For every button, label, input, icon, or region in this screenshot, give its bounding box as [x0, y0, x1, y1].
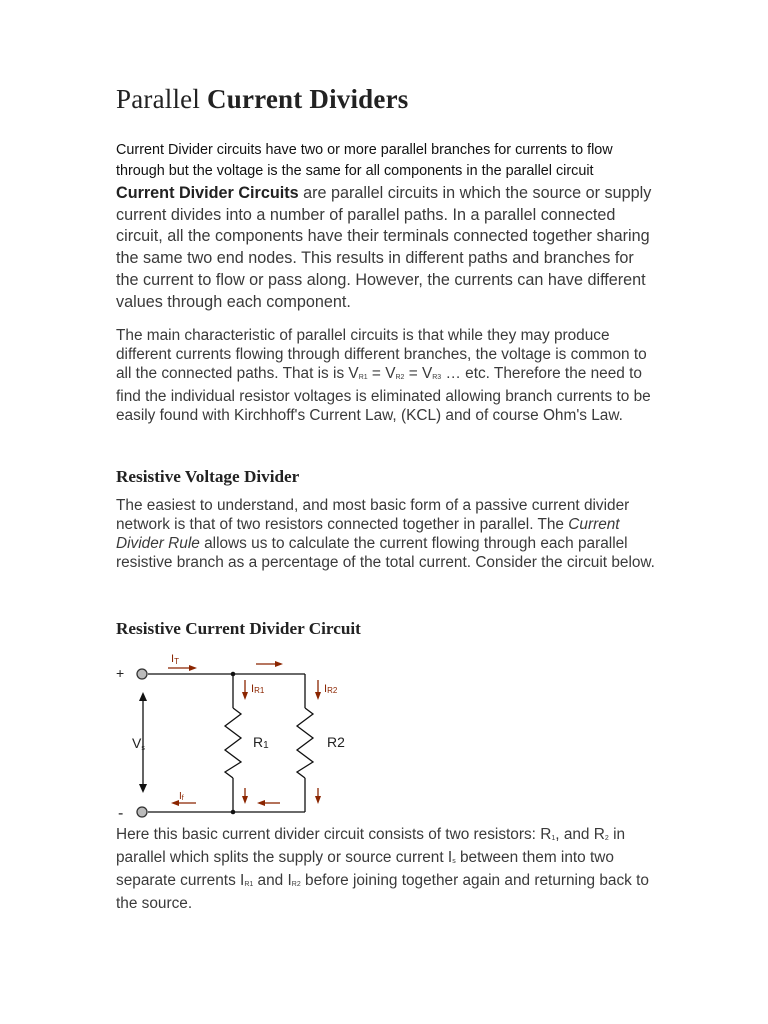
minus-label: - [118, 805, 124, 822]
title-normal: Parallel [116, 84, 201, 114]
subscript-2: 2 [604, 835, 609, 842]
subscript-r2: R2 [395, 374, 405, 382]
ir2-down-arrow-icon [315, 680, 321, 700]
paragraph-4-text-b: , and R [555, 826, 605, 843]
intro-line-2: through but the voltage is the same for all components in the parallel circuit [116, 163, 594, 179]
paragraph-4-text-a: Here this basic current divider circuit consists of two resistors: R [116, 826, 552, 843]
paragraph-1-text: are parallel circuits in which the source or supply current divides into a number of parallel paths. In a parallel connected circuit, all the components have their terminals connected together sharing the same two end nodes. This results in different paths and branches for the current to flow or pass along. However, the currents can have different values through each component. [116, 184, 652, 311]
bottom-junction [231, 810, 236, 815]
heading-resistive-voltage-divider: Resistive Voltage Divider [116, 467, 300, 486]
paragraph-3-italic: Current Divider Rule [116, 516, 620, 553]
bottom-left-arrow-icon [257, 800, 280, 806]
ir2-label: IR2 [324, 683, 338, 695]
r2-label: R2 [327, 734, 345, 750]
top-right-arrow-icon [256, 661, 283, 667]
paragraph-3 [116, 496, 656, 572]
vs-label: Vs [132, 735, 145, 752]
paragraph-2-text-c: = V [404, 365, 433, 383]
resistor-r2 [297, 708, 313, 778]
heading-resistive-current-divider-circuit: Resistive Current Divider Circuit [116, 619, 361, 638]
paragraph-4-text-c: in parallel which splits the supply or source current I [116, 826, 626, 867]
subscript-r3: R3 [432, 374, 442, 382]
subscript-r1: R1 [358, 374, 368, 382]
subscript-ir1: R1 [244, 881, 254, 889]
page-title [116, 84, 408, 115]
paragraph-2-text-b: = V [367, 365, 396, 383]
paragraph-2-text-a: The main characteristic of parallel circuits is that while they may produce different currents flowing through different branches, the voltage is common to all the connected paths. That is is V [116, 327, 647, 383]
r1-bottom-down-arrow-icon [242, 788, 248, 804]
positive-terminal [137, 669, 147, 679]
subscript-ir2: R2 [291, 881, 301, 889]
current-arrows [168, 661, 321, 806]
paragraph-1 [116, 183, 656, 313]
top-junction [231, 672, 236, 677]
paragraph-1-bold: Current Divider Circuits [116, 184, 299, 202]
subscript-1: 1 [551, 835, 556, 842]
negative-terminal [137, 807, 147, 817]
wires [143, 674, 313, 812]
vs-arrow-down-head [139, 784, 147, 793]
r1-label: R1 [253, 734, 269, 751]
paragraph-4-text-f: before joining together again and returning back to the source. [116, 872, 649, 913]
paragraph-2-text-d: … etc. Therefore the need to find the individual resistor voltages is eliminated allowing branch currents to be easily found with Kirchhoff's Current Law, (KCL) and of course Ohm's Law. [116, 365, 651, 425]
paragraph-2 [116, 326, 656, 425]
title-bold: Current Dividers [207, 84, 409, 114]
paragraph-3-text-b: allows us to calculate the current flowing through each parallel resistive branch as a percentage of the total current. Consider the circuit below. [116, 535, 655, 572]
it-label: IT [171, 653, 179, 666]
intro-paragraph [116, 140, 676, 182]
intro-line-1: Current Divider circuits have two or more parallel branches for currents to flow [116, 142, 613, 158]
if-label: If [179, 791, 184, 802]
ir1-down-arrow-icon [242, 680, 248, 700]
paragraph-3-text-a: The easiest to understand, and most basic form of a passive current divider network is that of two resistors connected together in parallel. The [116, 497, 630, 534]
r2-bottom-down-arrow-icon [315, 788, 321, 804]
vs-arrow-up-head [139, 692, 147, 701]
it-arrow-icon [168, 665, 197, 671]
plus-label: + [116, 665, 125, 681]
paragraph-4-text-e: and I [253, 872, 292, 890]
circuit-diagram [0, 640, 768, 830]
paragraph-4-text-d: between them into two separate currents I [116, 849, 614, 890]
resistor-r1 [225, 708, 241, 778]
paragraph-4 [116, 825, 656, 913]
ir1-label: IR1 [251, 683, 265, 695]
subscript-s: s [452, 858, 456, 866]
